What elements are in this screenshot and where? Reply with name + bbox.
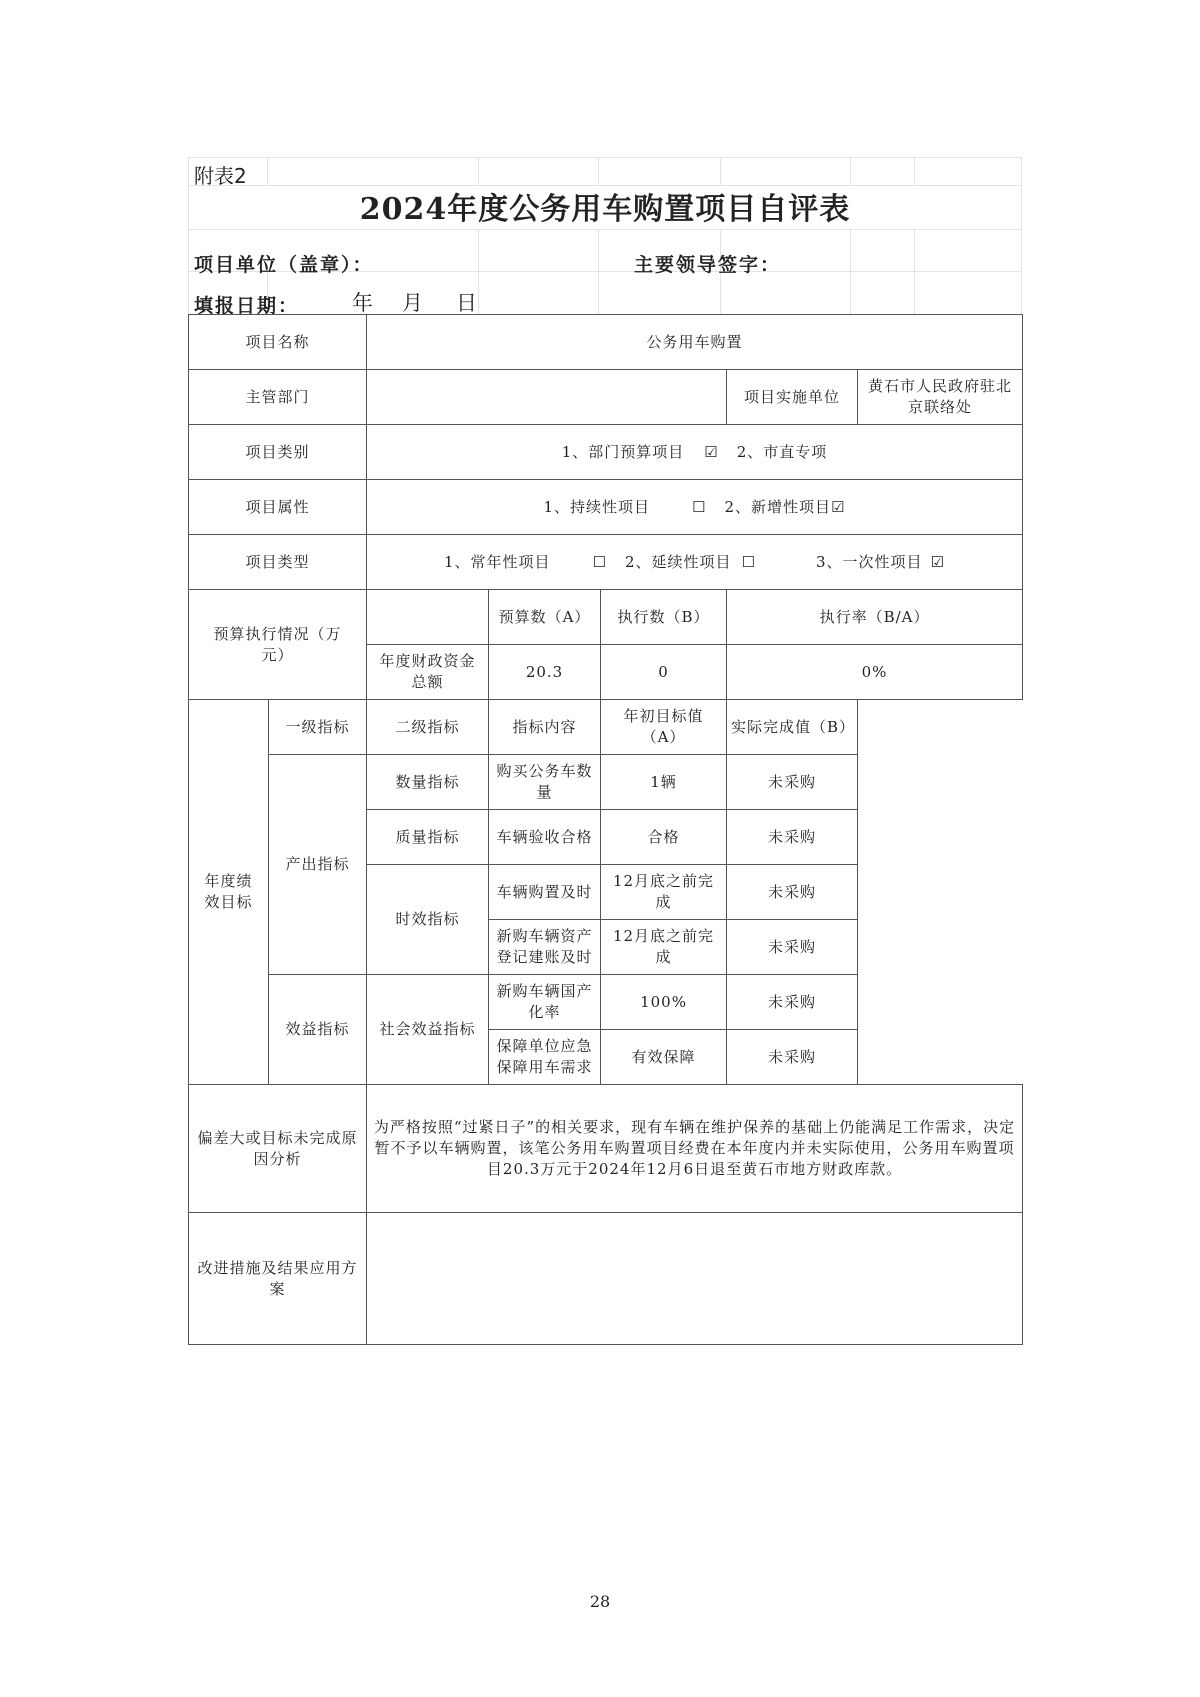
table-row: [189, 975, 1023, 1030]
attribute-option-1: 1、持续性项目: [543, 497, 651, 516]
attribute-options: [367, 480, 1023, 535]
attribute-option-2: 2、新增性项目: [724, 497, 832, 516]
level2-cell: 数量指标: [367, 755, 489, 810]
actual-cell: 未采购: [727, 865, 858, 920]
row-improvement: [189, 1213, 1023, 1345]
type-option-1: 1、常年性项目: [444, 552, 551, 571]
leader-signature-label: 主要领导签字：: [634, 254, 782, 276]
checkbox-empty-icon: ☐: [741, 552, 757, 571]
checkbox-checked-icon: ☑: [831, 497, 846, 516]
content-cell: 新购车辆国产化率: [489, 975, 601, 1030]
row-project-name: [189, 315, 1023, 370]
actual-cell: 未采购: [727, 975, 858, 1030]
content-cell: 车辆验收合格: [489, 810, 601, 865]
actual-cell: 未采购: [727, 810, 858, 865]
target-cell: 1辆: [601, 755, 727, 810]
checkbox-empty-icon: ☐: [692, 497, 707, 516]
project-unit-label: 项目单位（盖章）：: [194, 254, 374, 276]
fill-date-label: 填报日期：: [194, 295, 300, 317]
annex-label: 附表2: [194, 164, 247, 188]
budget-b-value: 0: [601, 645, 727, 700]
page-number: 28: [589, 1592, 611, 1611]
impl-unit-value: 黄石市人民政府驻北京联络处: [858, 370, 1023, 425]
target-cell: 有效保障: [601, 1030, 727, 1085]
category-label: 项目类别: [189, 425, 367, 480]
target-cell: 合格: [601, 810, 727, 865]
row-category: [189, 425, 1023, 480]
budget-row-label: 年度财政资金总额: [367, 645, 489, 700]
header-content: 指标内容: [489, 700, 601, 755]
target-cell: 100%: [601, 975, 727, 1030]
row-attribute: [189, 480, 1023, 535]
content-cell: 车辆购置及时: [489, 865, 601, 920]
type-option-2: 2、延续性项目: [625, 552, 732, 571]
content-cell: 新购车辆资产登记建账及时: [489, 920, 601, 975]
analysis-text: 为严格按照“过紧日子”的相关要求，现有车辆在维护保养的基础上仍能满足工作需求，决定暂不予以车辆购置，该笔公务用车购置项目经费在本年度内并未实际使用，公务用车购置项目20.3万元于2024年12月6日退至黄石市地方财政库款。: [367, 1085, 1023, 1213]
impl-unit-label: 项目实施单位: [727, 370, 858, 425]
target-cell: 12月底之前完成: [601, 865, 727, 920]
date-month: 月: [402, 291, 423, 315]
project-name-value: 公务用车购置: [367, 315, 1023, 370]
dept-value: [367, 370, 727, 425]
budget-a-value: 20.3: [489, 645, 601, 700]
budget-blank-cell: [367, 590, 489, 645]
level2-cell: 质量指标: [367, 810, 489, 865]
row-budget-header: [189, 590, 1023, 645]
header-level2: 二级指标: [367, 700, 489, 755]
checkbox-empty-icon: ☐: [592, 552, 608, 571]
row-type: [189, 535, 1023, 590]
budget-col-rate: 执行率（B/A）: [727, 590, 1023, 645]
performance-label: 年度绩效目标: [189, 700, 269, 1085]
category-option-2: 2、市直专项: [736, 442, 828, 461]
date-day: 日: [456, 291, 477, 315]
row-analysis: [189, 1085, 1023, 1213]
project-name-label: 项目名称: [189, 315, 367, 370]
analysis-label: 偏差大或目标未完成原因分析: [189, 1085, 367, 1213]
page-title: 2024年度公务用车购置项目自评表: [359, 192, 851, 227]
budget-col-b: 执行数（B）: [601, 590, 727, 645]
benefit-indicator-label: 效益指标: [269, 975, 367, 1085]
type-option-3: 3、一次性项目: [816, 552, 923, 571]
date-year: 年: [352, 291, 373, 315]
budget-col-a: 预算数（A）: [489, 590, 601, 645]
header-actual: 实际完成值（B）: [727, 700, 858, 755]
content-cell: 保障单位应急保障用车需求: [489, 1030, 601, 1085]
checkbox-checked-icon: ☑: [930, 552, 946, 571]
row-performance-header: [189, 700, 1023, 755]
category-option-1: 1、部门预算项目: [561, 442, 685, 461]
content-cell: 购买公务车数量: [489, 755, 601, 810]
row-department: [189, 370, 1023, 425]
target-cell: 12月底之前完成: [601, 920, 727, 975]
header-target: 年初目标值（A）: [601, 700, 727, 755]
type-label: 项目类型: [189, 535, 367, 590]
category-options: [367, 425, 1023, 480]
actual-cell: 未采购: [727, 1030, 858, 1085]
dept-label: 主管部门: [189, 370, 367, 425]
header-level1: 一级指标: [269, 700, 367, 755]
budget-rate-value: 0%: [727, 645, 1023, 700]
actual-cell: 未采购: [727, 755, 858, 810]
table-row: [189, 755, 1023, 810]
actual-cell: 未采购: [727, 920, 858, 975]
checkbox-checked-icon: ☑: [704, 442, 719, 461]
attribute-label: 项目属性: [189, 480, 367, 535]
level2-cell: 社会效益指标: [367, 975, 489, 1085]
output-indicator-label: 产出指标: [269, 755, 367, 975]
type-options: [367, 535, 1023, 590]
budget-label: 预算执行情况（万元）: [189, 590, 367, 700]
level2-cell: 时效指标: [367, 865, 489, 975]
improvement-text: [367, 1213, 1023, 1345]
header-gridlines: [188, 157, 1022, 314]
improvement-label: 改进措施及结果应用方案: [189, 1213, 367, 1345]
self-evaluation-table: [188, 314, 1023, 1345]
